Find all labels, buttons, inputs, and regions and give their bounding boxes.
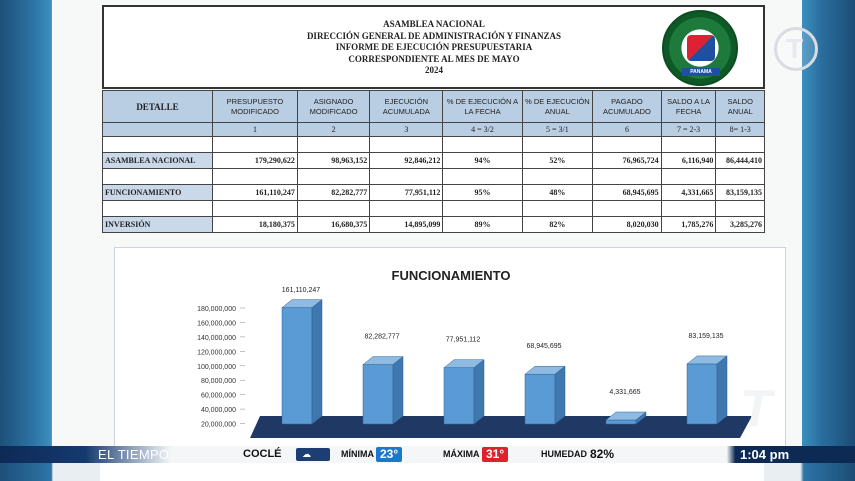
table-cell: 48%: [522, 185, 593, 201]
humidity-label: HUMEDAD: [541, 449, 587, 459]
shield-icon: [687, 35, 715, 61]
table-cell: 52%: [522, 153, 593, 169]
chart-title: FUNCIONAMIENTO: [391, 268, 511, 283]
chart-floor: [250, 416, 752, 438]
data-label: 161,110,247: [281, 287, 321, 294]
formula-cell: 2: [297, 123, 369, 137]
table-cell: 82,282,777: [297, 185, 369, 201]
budget-table: [102, 90, 765, 233]
table-row: [103, 185, 765, 201]
formula-cell: 5 = 3/1: [522, 123, 593, 137]
table-header-row: [103, 91, 765, 123]
bar-side: [312, 300, 322, 424]
column-header: SALDO ANUAL: [716, 91, 765, 123]
y-tick-label: 100,000,000: [197, 363, 236, 371]
row-label: FUNCIONAMIENTO: [103, 185, 213, 201]
column-header: SALDO A LA FECHA: [661, 91, 716, 123]
table-row: [103, 153, 765, 169]
table-cell: 77,951,112: [370, 185, 443, 201]
table-cell: 4,331,665: [661, 185, 716, 201]
spacer-row: [103, 137, 765, 153]
ticker-label: EL TIEMPO: [98, 447, 170, 462]
data-label: 68,945,695: [526, 343, 562, 351]
table-cell: 3,285,276: [716, 217, 765, 233]
column-header: ASIGNADO MODIFICADO: [297, 91, 369, 123]
y-tick-label: 180,000,000: [197, 306, 236, 313]
data-label: 82,282,777: [364, 333, 400, 341]
table-cell: 6,116,940: [661, 153, 716, 169]
y-tick-label: 60,000,000: [200, 392, 236, 400]
seal-band-text: PANAMA: [682, 68, 720, 76]
header-line: ASAMBLEA NACIONAL: [383, 19, 485, 29]
max-temp-label: MÁXIMA: [443, 449, 480, 459]
table-cell: 14,895,099: [370, 217, 443, 233]
spacer-row: [103, 201, 765, 217]
y-tick-label: 20,000,000: [200, 421, 236, 429]
spacer-row: [103, 169, 765, 185]
bar: [444, 368, 474, 424]
bar: [687, 364, 717, 424]
min-temp-value: 23°: [376, 447, 402, 462]
table-cell: 16,680,375: [297, 217, 369, 233]
document-page: [52, 0, 802, 481]
y-tick-label: 80,000,000: [200, 378, 236, 386]
table-cell: 89%: [443, 217, 522, 233]
table-cell: 76,965,724: [593, 153, 661, 169]
bar: [282, 308, 312, 424]
bar: [363, 365, 393, 424]
table-cell: 86,444,410: [716, 153, 765, 169]
cloud-rain-icon: ☁: [296, 448, 330, 461]
column-header: EJECUCIÓN ACUMULADA: [370, 91, 443, 123]
clock-time: 1:04 pm: [740, 447, 790, 462]
table-cell: 68,945,695: [593, 185, 661, 201]
column-header: PAGADO ACUMULADO: [593, 91, 661, 123]
weather-ticker: [0, 446, 855, 463]
bar-side: [717, 356, 727, 424]
y-tick-label: 40,000,000: [200, 407, 236, 415]
y-tick-label: 160,000,000: [197, 320, 236, 328]
channel-logo-icon: T: [774, 27, 818, 71]
bar-chart: [115, 248, 787, 448]
channel-watermark-icon: T: [740, 380, 772, 438]
table-cell: 94%: [443, 153, 522, 169]
table-cell: 82%: [522, 217, 593, 233]
report-header: [102, 5, 765, 89]
y-tick-label: 120,000,000: [197, 349, 236, 357]
table-row: [103, 217, 765, 233]
column-header: DETALLE: [103, 91, 213, 123]
humidity-value: 82%: [590, 447, 615, 461]
column-header: % DE EJECUCIÓN A LA FECHA: [443, 91, 522, 123]
header-line: INFORME DE EJECUCIÓN PRESUPUESTARIA: [335, 42, 533, 52]
data-label: 4,331,665: [609, 389, 641, 396]
row-label: INVERSIÓN: [103, 217, 213, 233]
bar: [525, 374, 555, 424]
data-label: 83,159,135: [688, 332, 724, 340]
data-label: 77,951,112: [445, 336, 481, 344]
min-temp-label: MÍNIMA: [341, 449, 374, 459]
lower-document-edge: [100, 463, 764, 481]
table-cell: 18,180,375: [213, 217, 298, 233]
header-line: DIRECCIÓN GENERAL DE ADMINISTRACIÓN Y FINANZAS: [306, 30, 562, 41]
table-cell: 1,785,276: [661, 217, 716, 233]
row-label: ASAMBLEA NACIONAL: [103, 153, 213, 169]
formula-cell: 7 = 2-3: [661, 123, 716, 137]
column-header: % DE EJECUCIÓN ANUAL: [522, 91, 593, 123]
bar-side: [393, 357, 403, 424]
formula-row: [103, 123, 765, 137]
max-temp-value: 31°: [482, 447, 508, 462]
table-cell: 179,290,622: [213, 153, 298, 169]
formula-cell: 3: [370, 123, 443, 137]
header-line: 2024: [425, 65, 443, 75]
table-cell: 92,846,212: [370, 153, 443, 169]
bar-side: [474, 360, 484, 424]
y-tick-label: 140,000,000: [197, 334, 236, 342]
table-cell: 95%: [443, 185, 522, 201]
bar-side: [555, 366, 565, 424]
table-cell: 161,110,247: [213, 185, 298, 201]
report-title-block: [254, 19, 614, 77]
formula-cell: 4 = 3/2: [443, 123, 522, 137]
table-cell: 83,159,135: [716, 185, 765, 201]
column-header: PRESUPUESTO MODIFICADO: [213, 91, 298, 123]
table-cell: 98,963,152: [297, 153, 369, 169]
formula-cell: 8= 1-3: [716, 123, 765, 137]
bar: [606, 420, 636, 424]
ticker-region: COCLÉ: [243, 448, 282, 460]
formula-cell: 6: [593, 123, 661, 137]
formula-cell: 1: [213, 123, 298, 137]
header-line: CORRESPONDIENTE AL MES DE MAYO: [348, 53, 520, 64]
asamblea-seal-logo: [662, 10, 738, 86]
funcionamiento-chart-panel: [114, 247, 786, 447]
table-cell: 8,020,030: [593, 217, 661, 233]
formula-cell: [103, 123, 213, 137]
